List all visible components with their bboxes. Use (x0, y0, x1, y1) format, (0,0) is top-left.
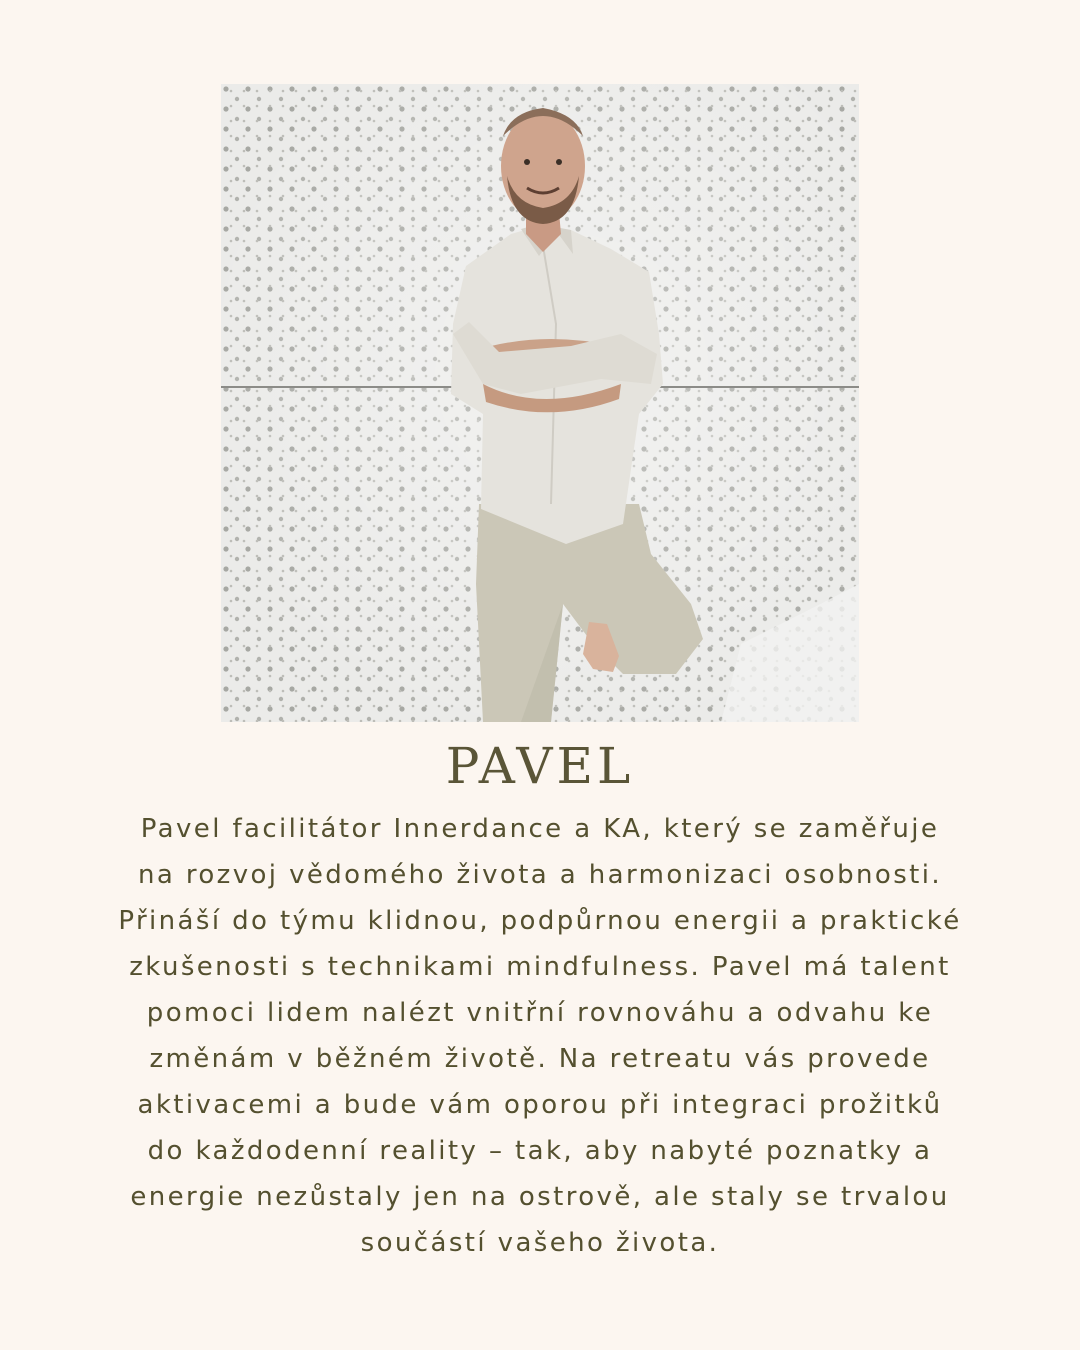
portrait-photo (221, 84, 859, 722)
bio-line: Přináší do týmu klidnou, podpůrnou energii a praktické (118, 906, 962, 936)
bio-line: do každodenní reality – tak, aby nabyté poznatky a (147, 1136, 933, 1166)
portrait-illustration (221, 84, 859, 722)
bio-line: Pavel facilitátor Innerdance a KA, který se zaměřuje (140, 814, 940, 844)
bio-line: součástí vašeho života. (360, 1228, 720, 1258)
bio-line: pomoci lidem nalézt vnitřní rovnováhu a odvahu ke (146, 998, 934, 1028)
bio-text (40, 806, 1040, 1266)
bio-line: zkušenosti s technikami mindfulness. Pavel má talent (129, 952, 951, 982)
bio-line: aktivacemi a bude vám oporou při integraci prožitků (137, 1090, 943, 1120)
person-name: PAVEL (445, 737, 635, 795)
bio-line: energie nezůstaly jen na ostrově, ale staly se trvalou (130, 1182, 950, 1212)
bio-line: na rozvoj vědomého života a harmonizaci osobnosti. (137, 860, 943, 890)
bio-line: změnám v běžném životě. Na retreatu vás provede (149, 1044, 931, 1074)
